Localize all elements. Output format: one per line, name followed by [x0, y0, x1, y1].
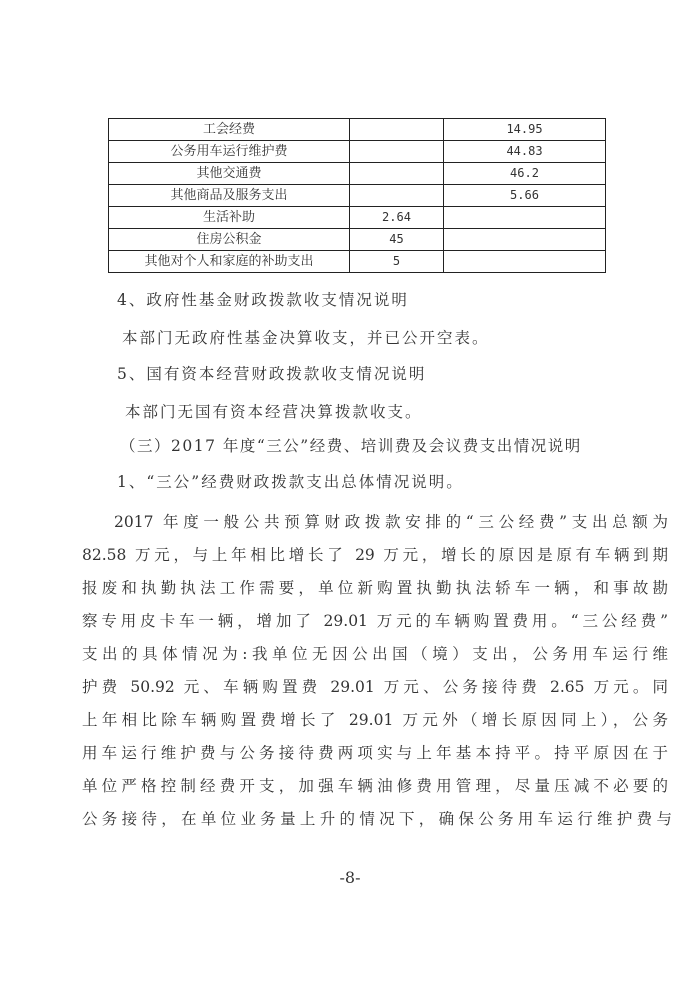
table-row	[109, 185, 606, 207]
section-heading-1: 1、“三公”经费财政拨款支出总体情况说明。	[117, 473, 464, 491]
section-heading-5: 5、国有资本经营财政拨款收支情况说明	[117, 365, 427, 383]
item-name-cell: 其他对个人和家庭的补助支出	[109, 251, 350, 273]
personnel-cell: 5	[350, 251, 444, 273]
paragraph-line: 单位严格控制经费开支，加强车辆油修费用管理，尽量压减不必要的	[82, 777, 668, 795]
personnel-cell	[350, 141, 444, 163]
item-name-cell: 公务用车运行维护费	[109, 141, 350, 163]
paragraph-line: 82.58 万元，与上年相比增长了 29 万元，增长的原因是原有车辆到期	[82, 546, 668, 564]
paragraph-line: 用车运行维护费与公务接待费两项实与上年基本持平。持平原因在于	[82, 744, 668, 762]
table-row	[109, 229, 606, 251]
paragraph-line: 护费 50.92 元、车辆购置费 29.01 万元、公务接待费 2.65 万元。同	[82, 678, 668, 696]
personnel-cell	[350, 163, 444, 185]
public-cell: 5.66	[444, 185, 606, 207]
item-name-cell: 生活补助	[109, 207, 350, 229]
table-row	[109, 207, 606, 229]
paragraph-line: 报废和执勤执法工作需要，单位新购置执勤执法轿车一辆，和事故勘	[82, 579, 668, 597]
public-cell	[444, 251, 606, 273]
public-cell: 46.2	[444, 163, 606, 185]
section-heading-4: 4、政府性基金财政拨款收支情况说明	[117, 291, 409, 309]
paragraph-line: 察专用皮卡车一辆，增加了 29.01 万元的车辆购置费用。“三公经费”	[82, 612, 668, 630]
paragraph-line: 2017 年度一般公共预算财政拨款安排的“三公经费”支出总额为	[114, 513, 668, 531]
page-number: -8-	[339, 868, 361, 887]
personnel-cell: 2.64	[350, 207, 444, 229]
item-name-cell: 住房公积金	[109, 229, 350, 251]
personnel-cell	[350, 185, 444, 207]
table-row	[109, 251, 606, 273]
expenditure-table	[108, 118, 606, 273]
personnel-cell: 45	[350, 229, 444, 251]
public-cell	[444, 229, 606, 251]
item-name-cell: 工会经费	[109, 119, 350, 141]
table-row	[109, 119, 606, 141]
public-cell: 44.83	[444, 141, 606, 163]
table-row	[109, 141, 606, 163]
section-text-4: 本部门无政府性基金决算收支，并已公开空表。	[122, 329, 490, 347]
table-row	[109, 163, 606, 185]
public-cell: 14.95	[444, 119, 606, 141]
paragraph-line: 公务接待，在单位业务量上升的情况下，确保公务用车运行维护费与	[82, 810, 672, 828]
item-name-cell: 其他交通费	[109, 163, 350, 185]
paragraph-line: 上年相比除车辆购置费增长了 29.01 万元外（增长原因同上），公务	[82, 711, 668, 729]
public-cell	[444, 207, 606, 229]
section-text-5: 本部门无国有资本经营决算拨款收支。	[125, 403, 423, 421]
paragraph-line: 支出的具体情况为:我单位无因公出国（境）支出，公务用车运行维	[82, 645, 668, 663]
personnel-cell	[350, 119, 444, 141]
section-heading-3: （三）2017 年度“三公”经费、培训费及会议费支出情况说明	[120, 437, 582, 455]
item-name-cell: 其他商品及服务支出	[109, 185, 350, 207]
